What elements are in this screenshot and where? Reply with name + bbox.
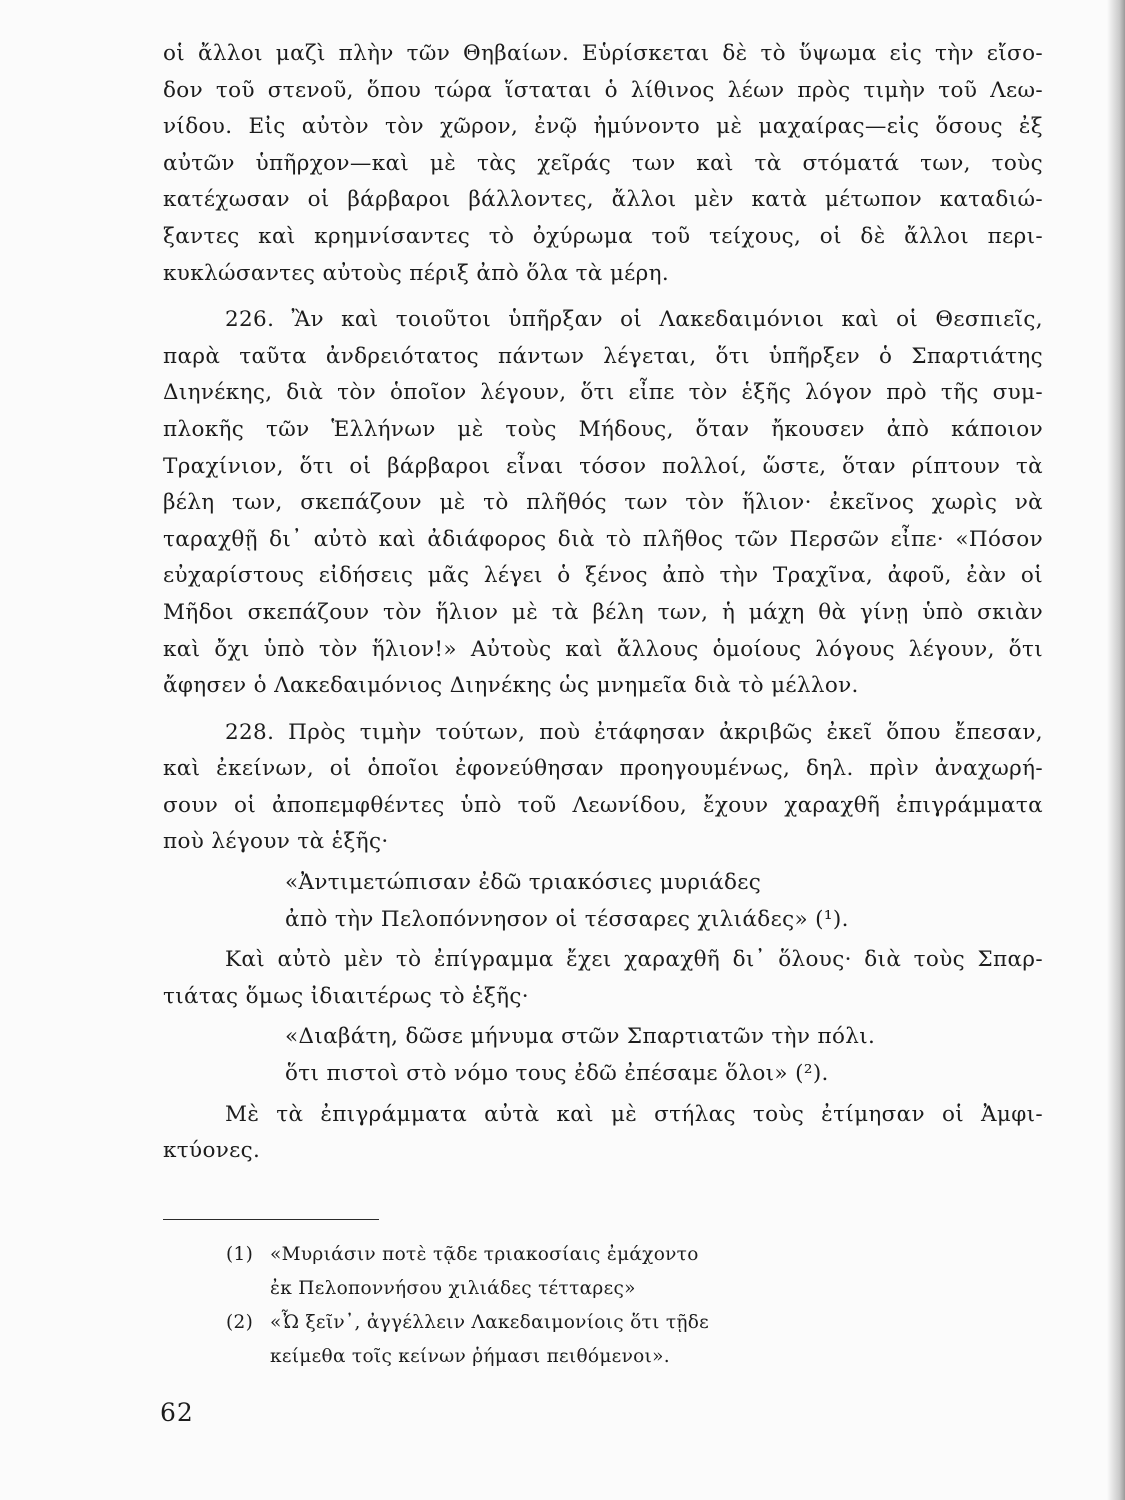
paragraph-closing: [163, 1097, 1043, 1170]
text-line: 228. Πρὸς τιμὴν τούτων, ποὺ ἐτάφησαν ἀκριβῶς ἐκεῖ ὅπου ἔπεσαν,: [225, 719, 1043, 745]
text-line: 226. Ἂν καὶ τοιοῦτοι ὑπῆρξαν οἱ Λακεδαιμόνιοι καὶ οἱ Θεσπιεῖς,: [225, 307, 1043, 333]
text-line: Καὶ αὐτὸ μὲν τὸ ἐπίγραμμα ἔχει χαραχθῆ δι᾽ ὅλους· διὰ τοὺς Σπαρ-: [225, 947, 1043, 973]
text-line: καὶ ἐκείνων, οἱ ὁποῖοι ἐφονεύθησαν προηγουμένως, δηλ. πρὶν ἀναχωρή-: [163, 756, 1043, 782]
page-number: 62: [160, 1398, 194, 1427]
verse-line: «Ἀντιμετώπισαν ἐδῶ τριακόσιες μυριάδες: [285, 870, 762, 896]
epigram-verse-1: [163, 865, 1043, 938]
paragraph-228: [163, 715, 1043, 861]
footnote-1: [226, 1238, 846, 1272]
footnote-text: «Μυριάσιν ποτὲ τᾷδε τριακοσίαις ἐμάχοντο: [270, 1244, 699, 1265]
text-line: πλοκῆς τῶν Ἑλλήνων μὲ τοὺς Μήδους, ὅταν ἤκουσεν ἀπὸ κάποιον: [163, 416, 1043, 442]
footnote-divider: [163, 1219, 379, 1220]
footnote-text: ἐκ Πελοποννήσου χιλιάδες τέτταρες»: [270, 1278, 636, 1299]
paragraph-gap: [163, 292, 1043, 302]
text-line: Μὲ τὰ ἐπιγράμματα αὐτὰ καὶ μὲ στήλας τοὺς ἐτίμησαν οἱ Ἀμφι-: [225, 1101, 1043, 1127]
footnote-marker: (1): [226, 1244, 254, 1265]
text-line: δον τοῦ στενοῦ, ὅπου τώρα ἵσταται ὁ λίθινος λέων πρὸς τιμὴν τοῦ Λεω-: [163, 77, 1043, 103]
text-line: Μῆδοι σκεπάζουν τὸν ἥλιον μὲ τὰ βέλη των, ἡ μάχη θὰ γίνῃ ὑπὸ σκιὰν: [163, 599, 1043, 625]
page-body: [163, 36, 1043, 1170]
paragraph-continued: [163, 36, 1043, 292]
footnote-text: «Ὦ ξεῖν᾽, ἀγγέλλειν Λακεδαιμονίοις ὅτι τῇδε: [270, 1312, 710, 1333]
paragraph-226: [163, 302, 1043, 705]
verse-line: ὅτι πιστοὶ στὸ νόμο τους ἐδῶ ἐπέσαμε ὅλοι» (²).: [285, 1061, 829, 1087]
text-line: ἄφησεν ὁ Λακεδαιμόνιος Διηνέκης ὡς μνημεῖα διὰ τὸ μέλλον.: [163, 673, 859, 699]
text-line: παρὰ ταῦτα ἀνδρειότατος πάντων λέγεται, ὅτι ὑπῆρξεν ὁ Σπαρτιάτης: [163, 343, 1043, 369]
footnote-2-continued: [226, 1340, 846, 1374]
text-line: Τραχίνιον, ὅτι οἱ βάρβαροι εἶναι τόσον πολλοί, ὥστε, ὅταν ρίπτουν τὰ: [163, 453, 1043, 479]
verse-line: «Διαβάτη, δῶσε μήνυμα στῶν Σπαρτιατῶν τὴν πόλι.: [285, 1024, 876, 1050]
verse-line: ἀπὸ τὴν Πελοπόννησον οἱ τέσσαρες χιλιάδες» (¹).: [285, 906, 849, 932]
text-line: τιάτας ὅμως ἰδιαιτέρως τὸ ἑξῆς·: [163, 983, 529, 1009]
text-line: αὐτῶν ὑπῆρχον—καὶ μὲ τὰς χεῖράς των καὶ τὰ στόματά των, τοὺς: [163, 150, 1043, 176]
paragraph-gap: [163, 705, 1043, 715]
text-line: ποὺ λέγουν τὰ ἑξῆς·: [163, 829, 389, 855]
text-line: κτύονες.: [163, 1138, 261, 1164]
footnote-text: κείμεθα τοῖς κείνων ῥήμασι πειθόμενοι».: [270, 1346, 670, 1367]
text-line: οἱ ἄλλοι μαζὶ πλὴν τῶν Θηβαίων. Εὑρίσκεται δὲ τὸ ὕψωμα εἰς τὴν εἴσο-: [163, 41, 1043, 66]
text-line: βέλη των, σκεπάζουν μὲ τὸ πλῆθός των τὸν ἥλιον· ἐκεῖνος χωρὶς νὰ: [163, 490, 1043, 516]
footnote-marker: (2): [226, 1312, 254, 1333]
text-line: νίδου. Εἰς αὐτὸν τὸν χῶρον, ἐνῷ ἠμύνοντο μὲ μαχαίρας—εἰς ὅσους ἐξ: [163, 114, 1043, 140]
text-line: κατέχωσαν οἱ βάρβαροι βάλλοντες, ἄλλοι μὲν κατὰ μέτωπον καταδιώ-: [163, 187, 1043, 213]
footnote-2: [226, 1306, 846, 1340]
text-line: εὐχαρίστους εἰδήσεις μᾶς λέγει ὁ ξένος ἀπὸ τὴν Τραχῖνα, ἀφοῦ, ἐὰν οἱ: [163, 563, 1043, 589]
footnote-1-continued: [226, 1272, 846, 1306]
text-line: καὶ ὄχι ὑπὸ τὸν ἥλιον!» Αὐτοὺς καὶ ἄλλους ὁμοίους λόγους λέγουν, ὅτι: [163, 636, 1043, 662]
scan-edge-shadow: [1107, 0, 1125, 1500]
text-line: ταραχθῇ δι᾽ αὐτὸ καὶ ἀδιάφορος διὰ τὸ πλῆθος τῶν Περσῶν εἶπε· «Πόσον: [163, 526, 1043, 552]
epigram-verse-2: [163, 1019, 1043, 1092]
paragraph-epigram-intro: [163, 942, 1043, 1015]
text-line: ξαντες καὶ κρημνίσαντες τὸ ὀχύρωμα τοῦ τείχους, οἱ δὲ ἄλλοι περι-: [163, 223, 1043, 249]
footnotes: [226, 1238, 846, 1374]
text-line: Διηνέκης, διὰ τὸν ὁποῖον λέγουν, ὅτι εἶπε τὸν ἑξῆς λόγον πρὸ τῆς συμ-: [163, 380, 1043, 406]
text-line: κυκλώσαντες αὐτοὺς πέριξ ἀπὸ ὅλα τὰ μέρη.: [163, 260, 670, 286]
text-line: σουν οἱ ἀποπεμφθέντες ὑπὸ τοῦ Λεωνίδου, ἔχουν χαραχθῆ ἐπιγράμματα: [163, 792, 1043, 818]
